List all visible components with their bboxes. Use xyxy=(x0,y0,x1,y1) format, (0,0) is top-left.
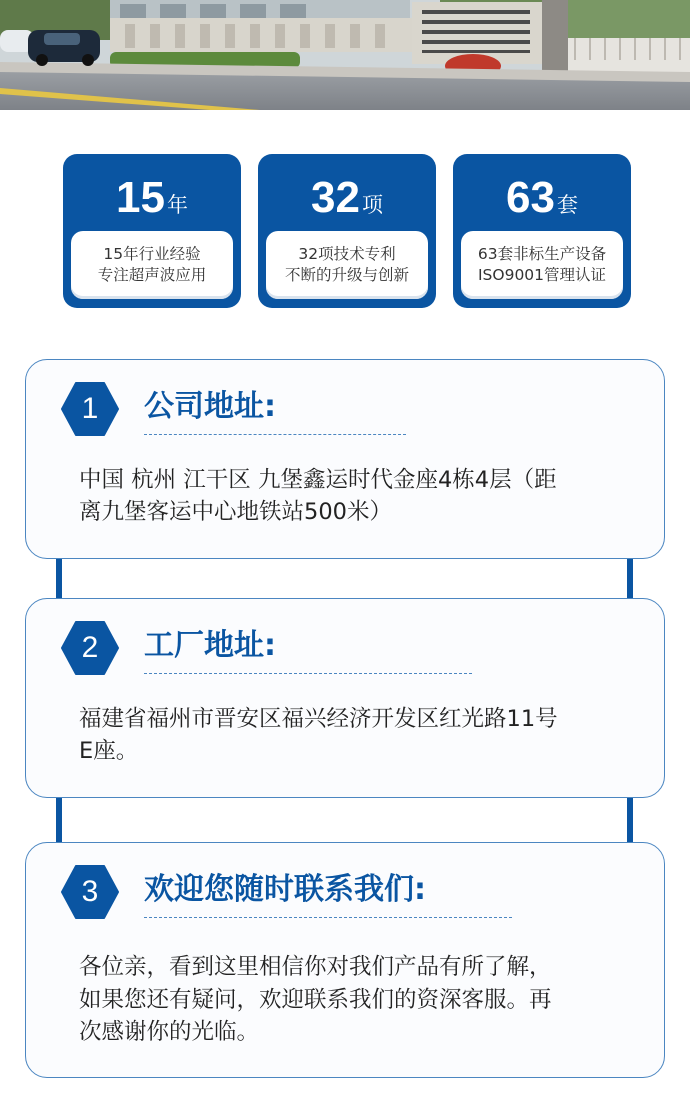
section-title: 欢迎您随时联系我们: xyxy=(144,872,426,907)
stat-line-2: 专注超声波应用 xyxy=(97,266,207,284)
step-badge xyxy=(61,863,119,921)
stats-row xyxy=(63,154,631,308)
body-line: 离九堡客运中心地铁站500米） xyxy=(79,499,392,525)
body-line: E座。 xyxy=(79,738,139,764)
stat-line-2: 不断的升级与创新 xyxy=(284,266,409,284)
stat-unit: 项 xyxy=(361,193,383,217)
stat-headline xyxy=(453,174,631,231)
section-body xyxy=(79,951,639,1049)
stat-description xyxy=(461,231,623,299)
stat-line-1: 32项技术专利 xyxy=(298,245,396,263)
stat-number: 63 xyxy=(506,173,555,222)
stat-unit: 套 xyxy=(556,193,578,217)
section-body xyxy=(79,464,639,528)
body-line: 次感谢你的光临。 xyxy=(79,1019,260,1045)
section-contact-us xyxy=(25,842,665,1078)
section-title: 公司地址: xyxy=(144,389,276,424)
body-line: 各位亲，看到这里相信你对我们产品有所了解， xyxy=(79,954,552,980)
step-badge xyxy=(61,619,119,677)
stat-number: 32 xyxy=(311,173,360,222)
step-badge xyxy=(61,380,119,438)
stat-card-patents xyxy=(258,154,436,308)
step-number: 1 xyxy=(81,392,99,425)
section-factory-address xyxy=(25,598,665,798)
building-photo xyxy=(0,0,690,110)
stat-headline xyxy=(63,174,241,231)
body-line: 福建省福州市晋安区福兴经济开发区红光路11号 xyxy=(79,706,558,732)
dashed-divider xyxy=(144,917,512,918)
dashed-divider xyxy=(144,673,472,674)
dashed-divider xyxy=(144,434,406,435)
stat-number: 15 xyxy=(116,173,165,222)
stat-line-1: 15年行业经验 xyxy=(103,245,201,263)
stat-description xyxy=(266,231,428,299)
stat-line-2: ISO9001管理认证 xyxy=(477,266,607,284)
stat-card-experience xyxy=(63,154,241,308)
step-number: 3 xyxy=(81,875,99,908)
stat-card-equipment xyxy=(453,154,631,308)
stat-line-1: 63套非标生产设备 xyxy=(477,245,607,263)
section-body xyxy=(79,703,639,767)
body-line: 中国 杭州 江干区 九堡鑫运时代金座4栋4层（距 xyxy=(79,467,557,493)
section-company-address xyxy=(25,359,665,559)
body-line: 如果您还有疑问，欢迎联系我们的资深客服。再 xyxy=(79,986,552,1013)
stat-description xyxy=(71,231,233,299)
stat-unit: 年 xyxy=(166,193,188,217)
stat-headline xyxy=(258,174,436,231)
step-number: 2 xyxy=(81,631,99,664)
section-title: 工厂地址: xyxy=(144,628,276,663)
